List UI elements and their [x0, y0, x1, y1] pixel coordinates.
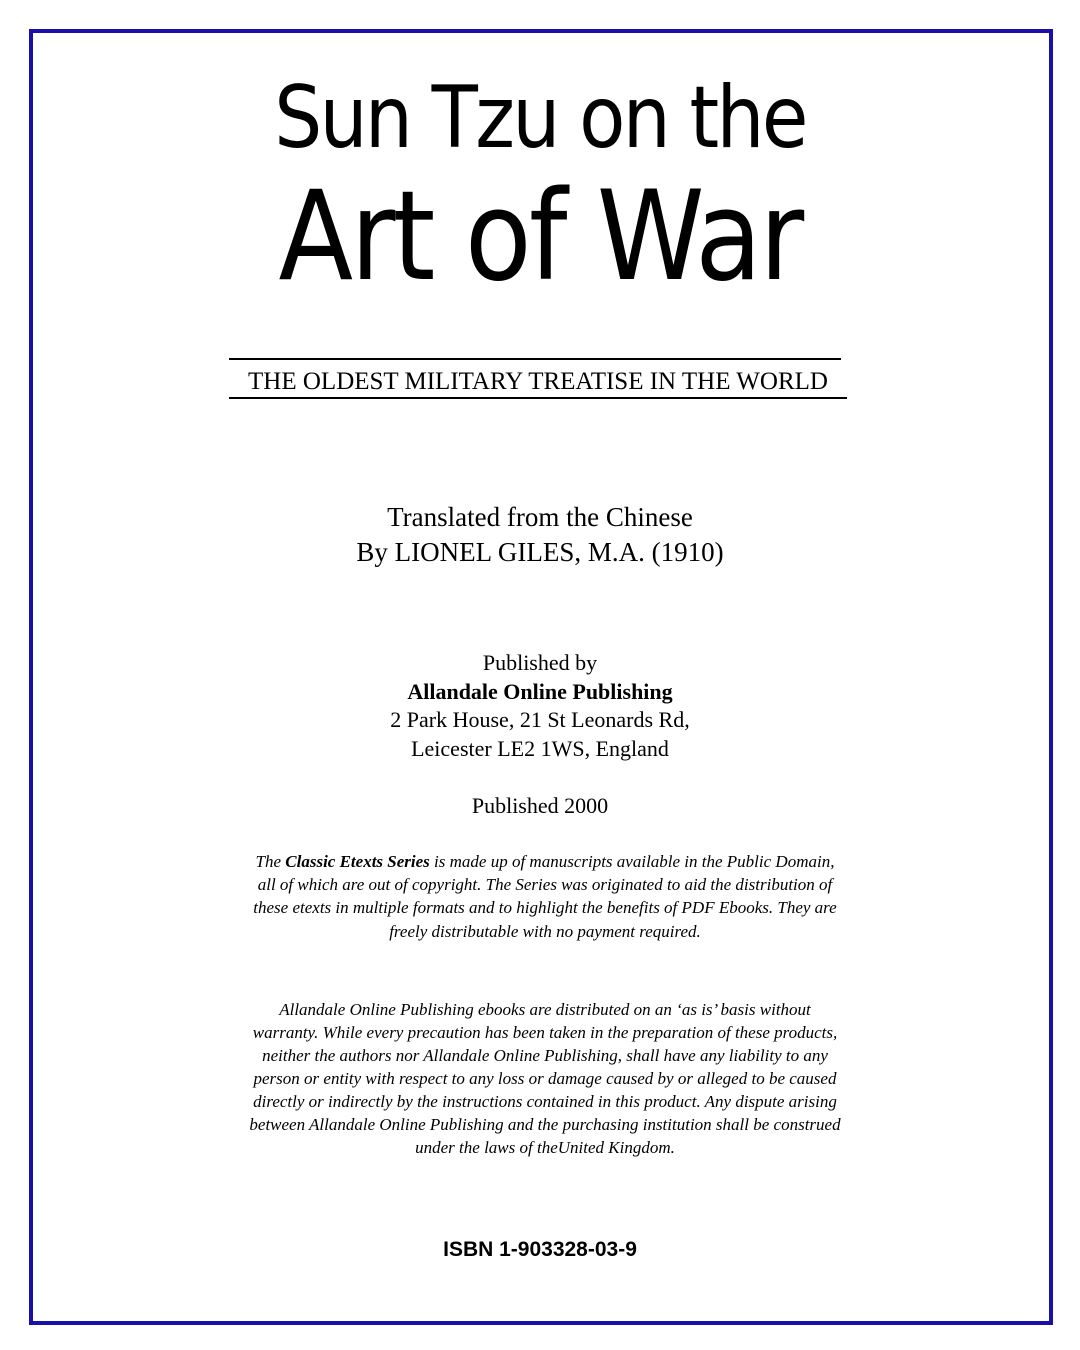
subtitle-rule-top: [229, 358, 841, 360]
publisher-name: Allandale Online Publishing: [407, 678, 673, 704]
translation-line-2: By LIONEL GILES, M.A. (1910): [356, 537, 724, 567]
subtitle: THE OLDEST MILITARY TREATISE IN THE WORLD: [248, 368, 828, 395]
isbn: ISBN 1-903328-03-9: [443, 1238, 637, 1261]
series-note-prefix: The: [255, 852, 286, 871]
publisher-block: [0, 649, 1080, 763]
subtitle-rule-bottom: [229, 397, 847, 399]
publisher-intro: Published by: [482, 650, 598, 675]
series-note-text: is made up of manuscripts available in the Public Domain, all of which are out of copyright. The Series was originated to aid the distribution of these etexts in multiple formats and to highlight the benefits of PDF Ebooks. They are freely distributable with no payment required.: [253, 852, 837, 941]
title-line-2: Art of War: [278, 165, 802, 309]
translation-line-1: Translated from the Chinese: [387, 502, 693, 532]
publisher-address-line-2: Leicester LE2 1WS, England: [411, 735, 669, 761]
disclaimer: Allandale Online Publishing ebooks are distributed on an ‘as is’ basis without warranty. While every precaution has been taken in the preparation of these products, neither the authors nor Allandale Online Publishing, shall have any liability to any person or entity with respect to any loss or damage caused by or alleged to be caused directly or indirectly by the instructions contained in this product. Any dispute arising between Allandale Online Publishing and the purchasing institution shall be construed under the laws of theUnited Kingdom.: [249, 1000, 841, 1157]
publisher-address-line-1: 2 Park House, 21 St Leonards Rd,: [390, 707, 690, 732]
published-year: Published 2000: [471, 793, 609, 818]
translation-credit: [0, 500, 1080, 570]
title-line-1: Sun Tzu on the: [274, 68, 806, 168]
series-note: [250, 850, 840, 943]
series-name: Classic Etexts Series: [285, 852, 430, 871]
